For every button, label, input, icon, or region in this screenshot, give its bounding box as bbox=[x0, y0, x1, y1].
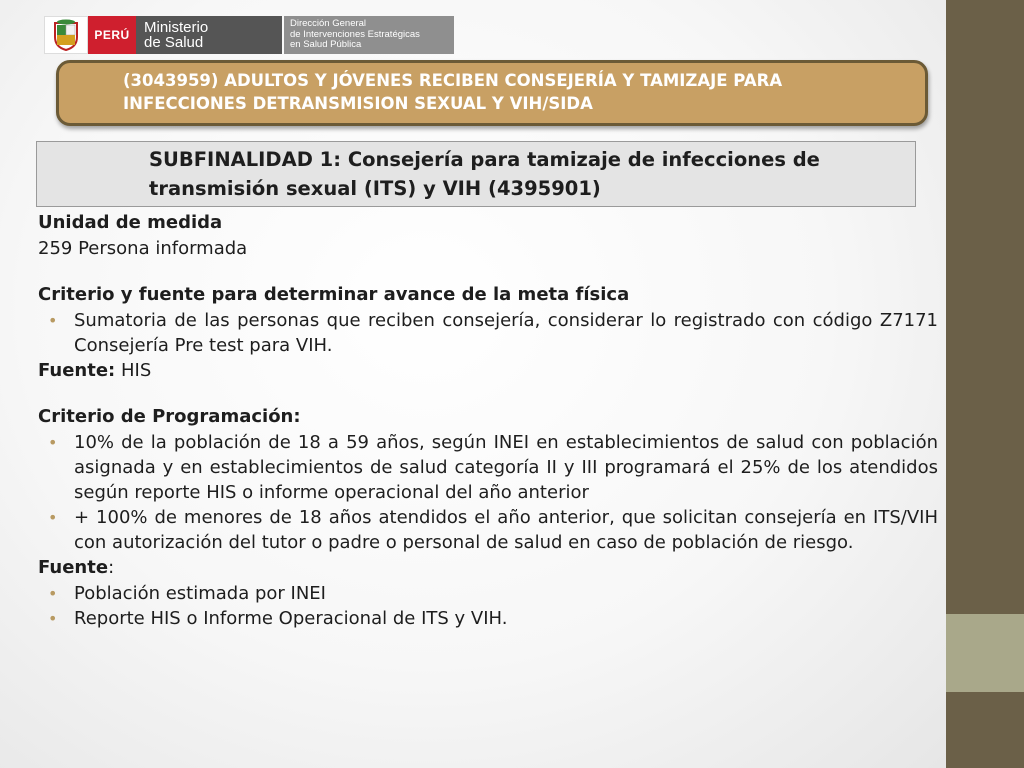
directorate-line-1: Dirección General bbox=[290, 18, 367, 30]
fuente-value: HIS bbox=[115, 360, 152, 381]
list-item bbox=[38, 581, 938, 606]
fuente-label: Fuente bbox=[38, 557, 109, 578]
fuente-suffix: : bbox=[108, 557, 115, 578]
subfinalidad-box bbox=[36, 141, 916, 207]
bullet-icon: • bbox=[48, 508, 58, 527]
ministry-logo bbox=[44, 16, 454, 54]
criterio-fuente-heading: Criterio y fuente para determinar avance de la meta física bbox=[38, 284, 630, 305]
coat-of-arms-icon bbox=[44, 16, 88, 54]
fuente-line bbox=[38, 358, 938, 384]
bullet-icon: • bbox=[48, 609, 58, 628]
list-item bbox=[38, 505, 938, 555]
unidad-value: 259 Persona informada bbox=[38, 238, 248, 259]
slide-content bbox=[38, 210, 938, 631]
program-banner bbox=[56, 60, 928, 126]
list-item bbox=[38, 606, 938, 631]
subfinalidad-line-1: SUBFINALIDAD 1: Consejería para tamizaje de infecciones de bbox=[149, 148, 820, 171]
bullet-icon: • bbox=[48, 433, 58, 452]
list-item bbox=[38, 430, 938, 505]
spacer bbox=[38, 262, 938, 282]
bullet-text: Sumatoria de las personas que reciben consejería, considerar lo registrado con código Z7171 Consejería Pre test para VIH. bbox=[74, 310, 938, 356]
fuente-label: Fuente: bbox=[38, 360, 116, 381]
banner-line-2: INFECCIONES DETRANSMISION SEXUAL Y VIH/SIDA bbox=[123, 94, 593, 113]
directorate-line-2: de Intervenciones Estratégicas bbox=[290, 28, 420, 40]
bullet-icon: • bbox=[48, 584, 58, 603]
unidad-heading: Unidad de medida bbox=[38, 212, 223, 233]
bullet-text: Reporte HIS o Informe Operacional de ITS y VIH. bbox=[74, 608, 508, 629]
bullet-text: 10% de la población de 18 a 59 años, según INEI en establecimientos de salud con población asignada y en establecimientos de salud categoría II y III programará el 25% de los atendidos según reporte HIS o informe operacional del año anterior bbox=[74, 432, 938, 503]
peru-label: PERÚ bbox=[88, 16, 136, 54]
ministry-line-2: de Salud bbox=[144, 34, 204, 51]
fuente-line bbox=[38, 555, 938, 581]
directorate-line-3: en Salud Pública bbox=[290, 39, 362, 51]
bullet-text: + 100% de menores de 18 años atendidos el año anterior, que solicitan consejería en ITS/VIH con autorización del tutor o padre o personal de salud en caso de población de riesgo. bbox=[74, 507, 938, 553]
subfinalidad-line-2: transmisión sexual (ITS) y VIH (4395901) bbox=[149, 177, 601, 200]
ministry-name bbox=[136, 16, 282, 54]
spacer bbox=[38, 384, 938, 404]
programacion-heading: Criterio de Programación: bbox=[38, 406, 301, 427]
directorate-name bbox=[284, 16, 454, 54]
bullet-icon: • bbox=[48, 311, 58, 330]
banner-line-1: (3043959) ADULTOS Y JÓVENES RECIBEN CONSEJERÍA Y TAMIZAJE PARA bbox=[123, 71, 783, 90]
list-item bbox=[38, 308, 938, 358]
ministry-line-1: Ministerio bbox=[144, 19, 209, 36]
side-bar-accent bbox=[946, 614, 1024, 692]
bullet-text: Población estimada por INEI bbox=[74, 583, 326, 604]
